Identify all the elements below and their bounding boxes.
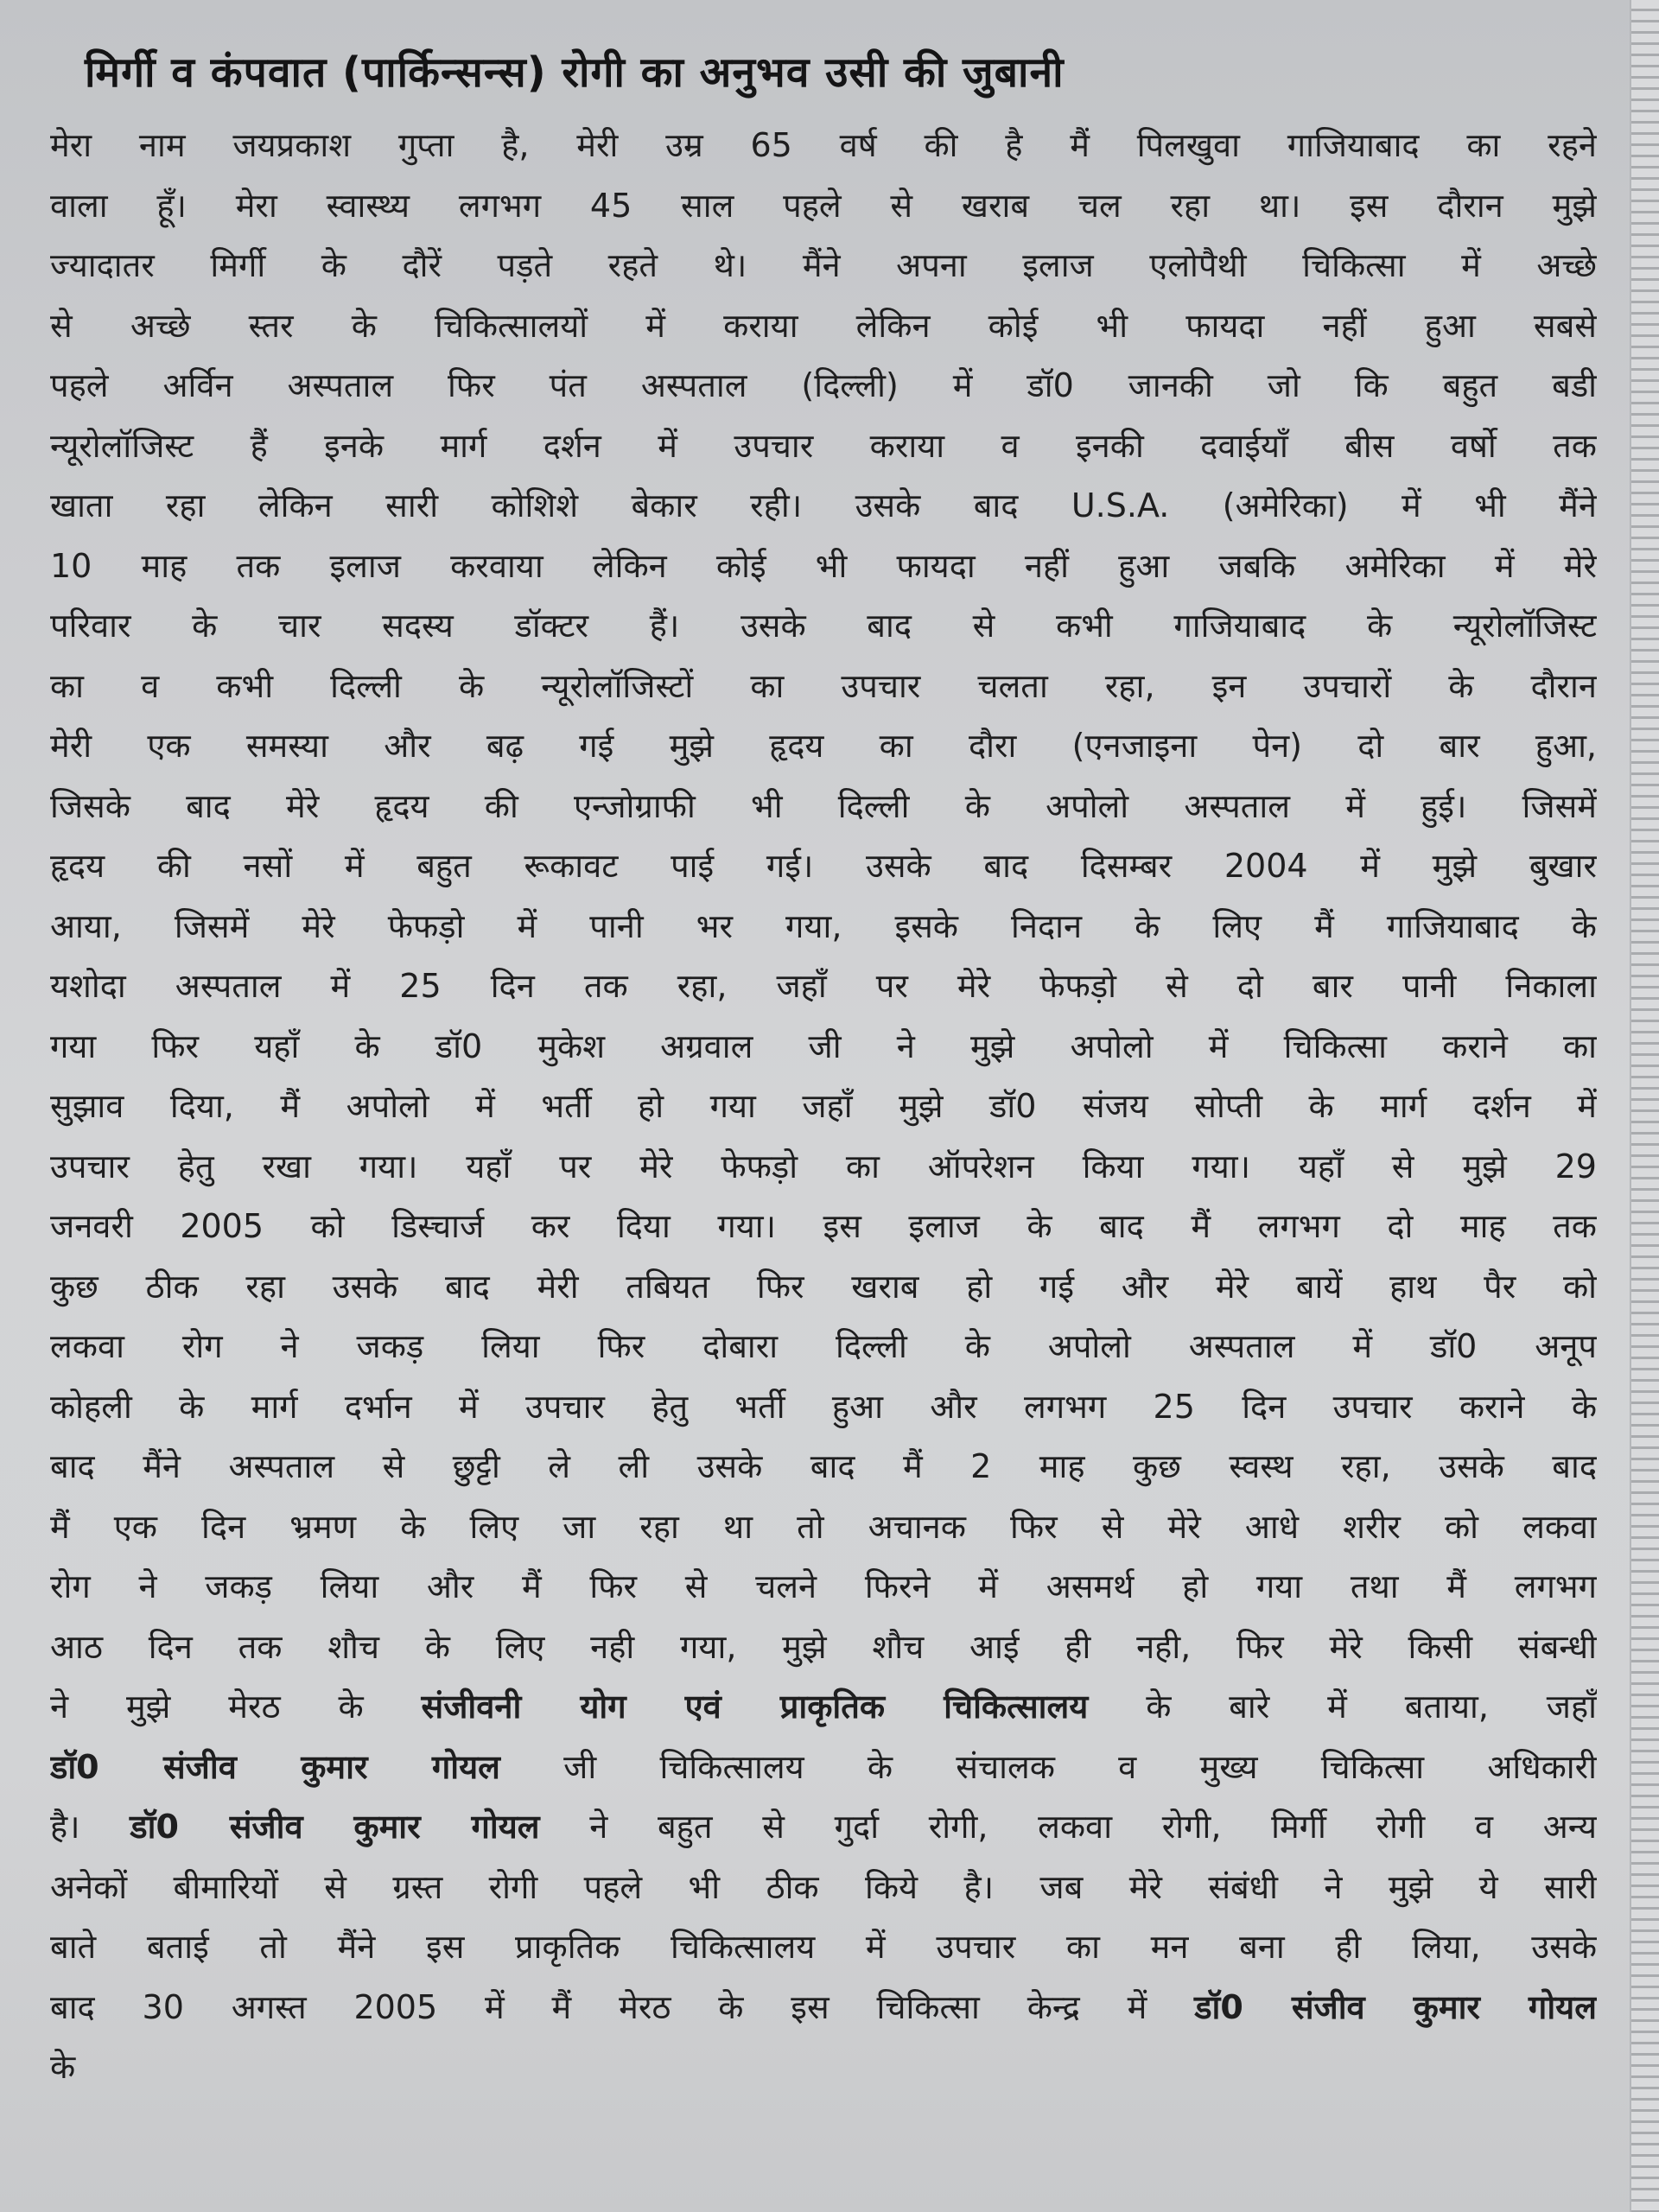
text-segment: बाते बताई तो मैंने इस प्राकृतिक चिकित्सालय में उपचार का मन बना ही लिया, उसके xyxy=(50,1928,1597,1966)
bold-text-segment: डॉ0 संजीव कुमार गोयल xyxy=(1194,1987,1597,2026)
text-line xyxy=(50,1497,1597,1558)
text-line xyxy=(50,1377,1597,1438)
text-segment: बाद 30 अगस्त 2005 में मैं मेरठ के इस चिकित्सा केन्द्र में xyxy=(50,1987,1195,2026)
text-line xyxy=(50,356,1597,416)
text-segment: मेरी एक समस्या और बढ़ गई मुझे हृदय का दौरा (एनजाइना पेन) दो बार हुआ, xyxy=(50,727,1597,765)
text-line xyxy=(50,1797,1597,1858)
text-line xyxy=(50,1738,1597,1798)
document-body xyxy=(50,116,1597,2098)
text-line xyxy=(50,1257,1597,1318)
text-line xyxy=(50,596,1597,657)
text-segment: वाला हूँ। मेरा स्वास्थ्य लगभग 45 साल पहले से खराब चल रहा था। इस दौरान मुझे xyxy=(50,186,1597,225)
text-segment: आठ दिन तक शौच के लिए नही गया, मुझे शौच आई ही नही, फिर मेरे किसी संबन्धी xyxy=(50,1627,1597,1666)
text-line xyxy=(50,176,1597,237)
text-line xyxy=(50,836,1597,897)
text-line xyxy=(50,1618,1597,1678)
text-segment: लकवा रोग ने जकड़ लिया फिर दोबारा दिल्ली के अपोलो अस्पताल में डॉ0 अनूप xyxy=(50,1327,1597,1365)
text-line xyxy=(50,116,1597,176)
text-segment: जी चिकित्सालय के संचालक व मुख्य चिकित्सा अधिकारी xyxy=(499,1747,1597,1786)
text-segment: सुझाव दिया, मैं अपोलो में भर्ती हो गया जहाँ मुझे डॉ0 संजय सोप्ती के मार्ग दर्शन में xyxy=(50,1087,1597,1125)
bold-text-segment: डॉ0 संजीव कुमार गोयल xyxy=(50,1747,500,1786)
text-segment: उपचार हेतु रखा गया। यहाँ पर मेरे फेफड़ो का ऑपरेशन किया गया। यहाँ से मुझे 29 xyxy=(50,1147,1597,1185)
bold-text-segment: संजीवनी योग एवं प्राकृतिक चिकित्सालय xyxy=(421,1688,1089,1726)
text-line xyxy=(50,1317,1597,1377)
text-line xyxy=(50,1137,1597,1198)
text-line xyxy=(50,1858,1597,1918)
text-line xyxy=(50,537,1597,597)
text-line xyxy=(50,236,1597,296)
text-segment: के बारे में बताया, जहाँ xyxy=(1088,1688,1597,1726)
text-line xyxy=(50,957,1597,1017)
plastic-sleeve-edge xyxy=(1630,0,1659,2212)
text-segment: ज्यादातर मिर्गी के दौरें पड़ते रहते थे। मैंने अपना इलाज एलोपैथी चिकित्सा में अच्छे xyxy=(50,246,1597,284)
text-line xyxy=(50,716,1597,777)
text-segment: गया फिर यहाँ के डॉ0 मुकेश अग्रवाल जी ने मुझे अपोलो में चिकित्सा कराने का xyxy=(50,1027,1597,1065)
text-segment: ने बहुत से गुर्दा रोगी, लकवा रोगी, मिर्गी रोगी व अन्य xyxy=(539,1808,1597,1846)
text-segment: जिसके बाद मेरे हृदय की एन्जोग्राफी भी दिल्ली के अपोलो अस्पताल में हुई। जिसमें xyxy=(50,786,1597,825)
text-line xyxy=(50,1917,1597,1978)
text-segment: के xyxy=(50,2048,76,2086)
text-line xyxy=(50,1017,1597,1077)
text-segment: यशोदा अस्पताल में 25 दिन तक रहा, जहाँ पर मेरे फेफड़ो से दो बार पानी निकाला xyxy=(50,967,1597,1005)
text-segment: अनेकों बीमारियों से ग्रस्त रोगी पहले भी ठीक किये है। जब मेरे संबंधी ने मुझे ये सारी xyxy=(50,1867,1597,1906)
text-line xyxy=(50,1197,1597,1257)
text-segment: खाता रहा लेकिन सारी कोशिशे बेकार रही। उसके बाद U.S.A. (अमेरिका) में भी मैंने xyxy=(50,486,1597,524)
text-segment: है। xyxy=(50,1808,130,1846)
text-segment: से अच्छे स्तर के चिकित्सालयों में कराया लेकिन कोई भी फायदा नहीं हुआ सबसे xyxy=(50,306,1597,345)
text-segment: बाद मैंने अस्पताल से छुट्टी ले ली उसके बाद मैं 2 माह कुछ स्वस्थ रहा, उसके बाद xyxy=(50,1447,1597,1485)
text-line xyxy=(50,1077,1597,1137)
text-segment: न्यूरोलॉजिस्ट हैं इनके मार्ग दर्शन में उपचार कराया व इनकी दवाईयाँ बीस वर्षो तक xyxy=(50,426,1597,465)
text-segment: रोग ने जकड़ लिया और मैं फिर से चलने फिरने में असमर्थ हो गया तथा मैं लगभग xyxy=(50,1567,1597,1605)
text-segment: कुछ ठीक रहा उसके बाद मेरी तबियत फिर खराब हो गई और मेरे बायें हाथ पैर को xyxy=(50,1267,1597,1306)
text-line xyxy=(50,1677,1597,1738)
text-line xyxy=(50,1437,1597,1497)
text-segment: पहले अर्विन अस्पताल फिर पंत अस्पताल (दिल्ली) में डॉ0 जानकी जो कि बहुत बडी xyxy=(50,366,1597,404)
text-line xyxy=(50,657,1597,717)
text-segment: 10 माह तक इलाज करवाया लेकिन कोई भी फायदा नहीं हुआ जबकि अमेरिका में मेरे xyxy=(50,546,1597,585)
text-line xyxy=(50,897,1597,957)
text-segment: जनवरी 2005 को डिस्चार्ज कर दिया गया। इस इलाज के बाद मैं लगभग दो माह तक xyxy=(50,1207,1597,1245)
text-line xyxy=(50,1978,1597,2038)
document-title: मिर्गी व कंपवात (पार्किन्सन्स) रोगी का अनुभव उसी की जुबानी xyxy=(85,48,1065,97)
text-segment: का व कभी दिल्ली के न्यूरोलॉजिस्टों का उपचार चलता रहा, इन उपचारों के दौरान xyxy=(50,666,1597,705)
text-segment: हृदय की नसों में बहुत रूकावट पाई गई। उसके बाद दिसम्बर 2004 में मुझे बुखार xyxy=(50,847,1597,885)
text-line xyxy=(50,777,1597,837)
text-line xyxy=(50,296,1597,357)
text-segment: कोहली के मार्ग दर्भान में उपचार हेतु भर्ती हुआ और लगभग 25 दिन उपचार कराने के xyxy=(50,1387,1597,1426)
document-content xyxy=(50,38,1597,2098)
text-segment: आया, जिसमें मेरे फेफड़ो में पानी भर गया, इसके निदान के लिए मैं गाजियाबाद के xyxy=(50,906,1597,945)
text-segment: मैं एक दिन भ्रमण के लिए जा रहा था तो अचानक फिर से मेरे आधे शरीर को लकवा xyxy=(50,1507,1597,1546)
text-segment: मेरा नाम जयप्रकाश गुप्ता है, मेरी उम्र 65 वर्ष की है मैं पिलखुवा गाजियाबाद का रहने xyxy=(50,126,1597,164)
text-line xyxy=(50,476,1597,537)
text-line xyxy=(50,416,1597,477)
text-segment: ने मुझे मेरठ के xyxy=(50,1688,422,1726)
text-line xyxy=(50,1557,1597,1618)
text-segment: परिवार के चार सदस्य डॉक्टर हैं। उसके बाद से कभी गाजियाबाद के न्यूरोलॉजिस्ट xyxy=(50,607,1597,645)
text-line xyxy=(50,2037,1597,2098)
bold-text-segment: डॉ0 संजीव कुमार गोयल xyxy=(130,1808,540,1846)
